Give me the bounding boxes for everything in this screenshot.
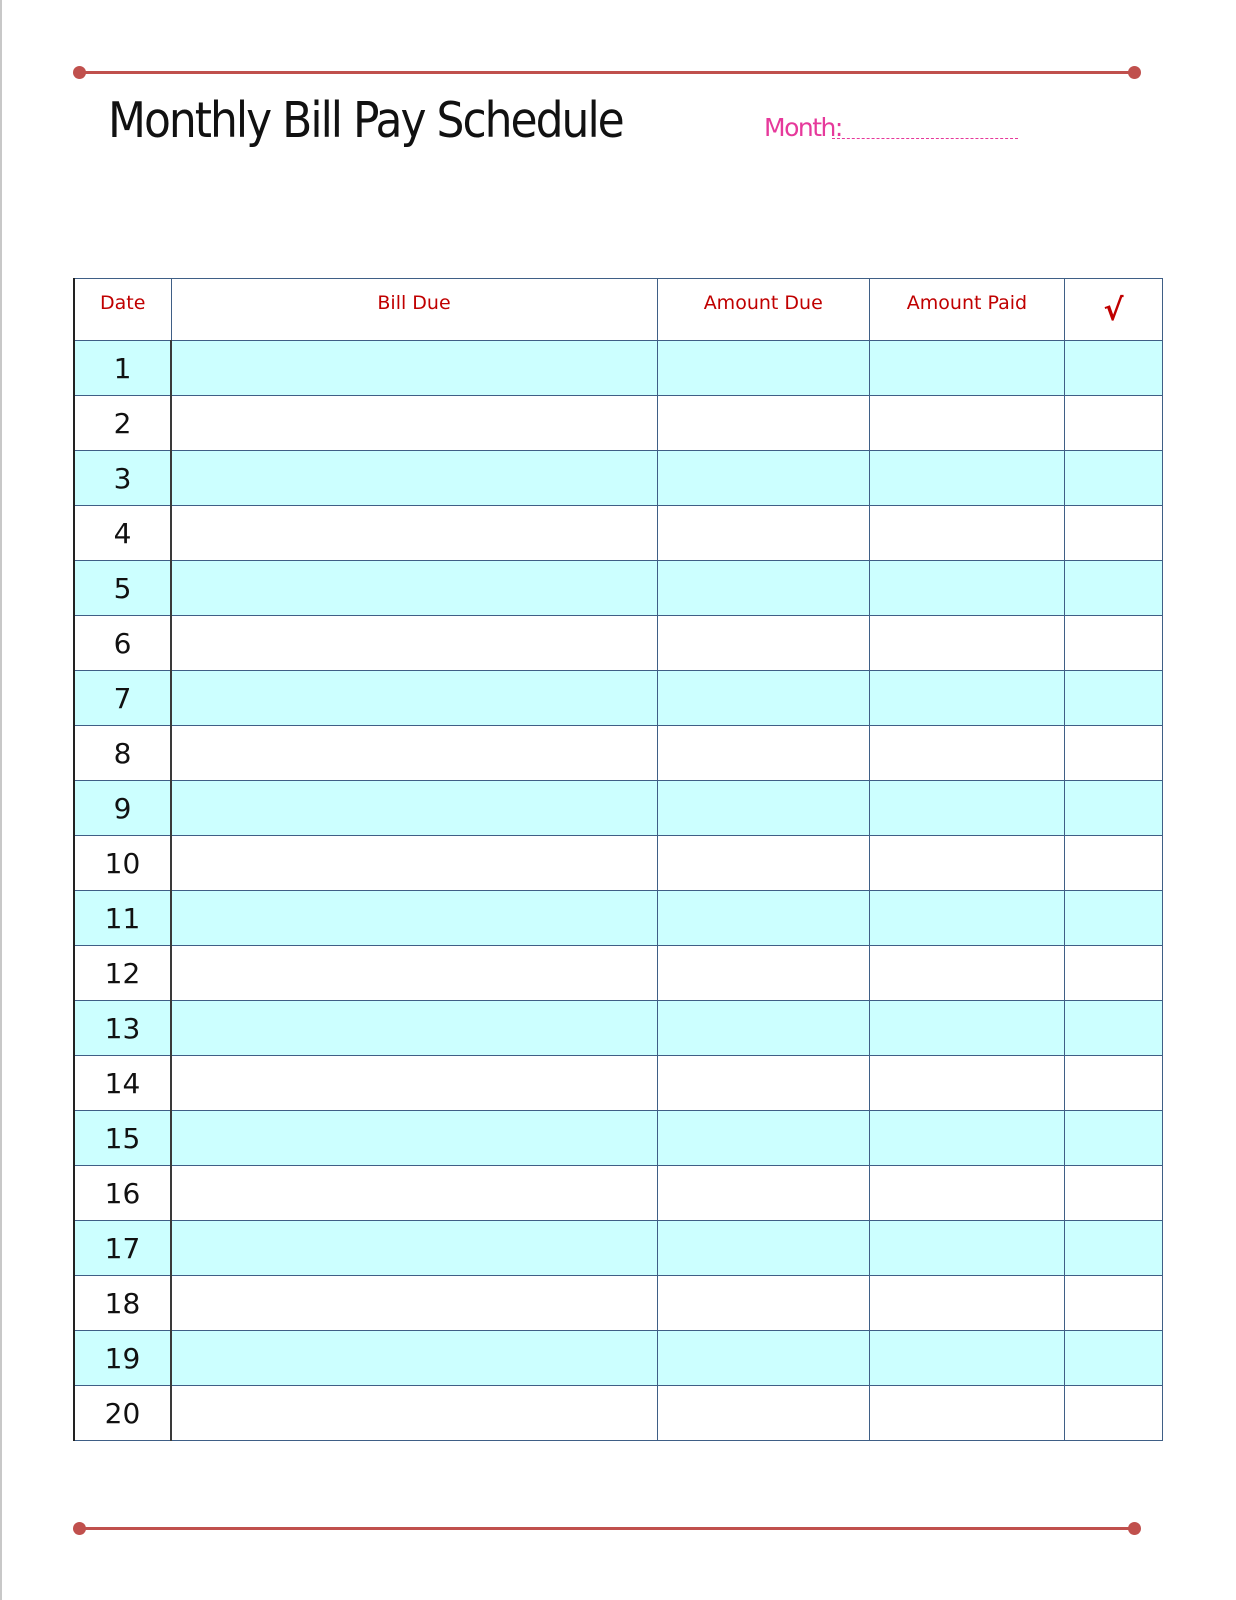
amount-paid-cell[interactable] bbox=[869, 341, 1064, 396]
table-row bbox=[74, 836, 1163, 891]
paid-check-cell[interactable] bbox=[1064, 341, 1162, 396]
date-cell: 4 bbox=[74, 506, 171, 561]
date-cell: 6 bbox=[74, 616, 171, 671]
amount-due-cell[interactable] bbox=[657, 891, 869, 946]
amount-paid-cell[interactable] bbox=[869, 1221, 1064, 1276]
amount-due-cell[interactable] bbox=[657, 1111, 869, 1166]
table-row bbox=[74, 561, 1163, 616]
paid-check-cell[interactable] bbox=[1064, 946, 1162, 1001]
amount-due-cell[interactable] bbox=[657, 1331, 869, 1386]
bill-due-cell[interactable] bbox=[171, 1166, 657, 1221]
amount-due-cell[interactable] bbox=[657, 616, 869, 671]
date-cell: 3 bbox=[74, 451, 171, 506]
bill-schedule-table bbox=[73, 278, 1163, 1441]
paid-check-cell[interactable] bbox=[1064, 451, 1162, 506]
amount-paid-cell[interactable] bbox=[869, 946, 1064, 1001]
paid-check-cell[interactable] bbox=[1064, 1386, 1162, 1441]
bill-due-cell[interactable] bbox=[171, 396, 657, 451]
month-field[interactable] bbox=[832, 138, 1018, 139]
bill-due-cell[interactable] bbox=[171, 1111, 657, 1166]
date-cell: 2 bbox=[74, 396, 171, 451]
paid-check-cell[interactable] bbox=[1064, 836, 1162, 891]
amount-paid-cell[interactable] bbox=[869, 396, 1064, 451]
date-cell: 20 bbox=[74, 1386, 171, 1441]
paid-check-cell[interactable] bbox=[1064, 1166, 1162, 1221]
table-row bbox=[74, 671, 1163, 726]
table-row bbox=[74, 891, 1163, 946]
bill-due-cell[interactable] bbox=[171, 726, 657, 781]
amount-paid-cell[interactable] bbox=[869, 1331, 1064, 1386]
amount-due-cell[interactable] bbox=[657, 671, 869, 726]
paid-check-cell[interactable] bbox=[1064, 726, 1162, 781]
column-header-amount-paid: Amount Paid bbox=[869, 279, 1064, 341]
table-row bbox=[74, 341, 1163, 396]
column-header-amount-due: Amount Due bbox=[657, 279, 869, 341]
table-row bbox=[74, 396, 1163, 451]
amount-paid-cell[interactable] bbox=[869, 1166, 1064, 1221]
amount-due-cell[interactable] bbox=[657, 506, 869, 561]
paid-check-cell[interactable] bbox=[1064, 396, 1162, 451]
date-cell: 14 bbox=[74, 1056, 171, 1111]
date-cell: 16 bbox=[74, 1166, 171, 1221]
table-row bbox=[74, 1166, 1163, 1221]
amount-due-cell[interactable] bbox=[657, 726, 869, 781]
date-cell: 10 bbox=[74, 836, 171, 891]
paid-check-cell[interactable] bbox=[1064, 1056, 1162, 1111]
bill-due-cell[interactable] bbox=[171, 1331, 657, 1386]
amount-paid-cell[interactable] bbox=[869, 671, 1064, 726]
paid-check-cell[interactable] bbox=[1064, 506, 1162, 561]
date-cell: 18 bbox=[74, 1276, 171, 1331]
amount-due-cell[interactable] bbox=[657, 396, 869, 451]
amount-paid-cell[interactable] bbox=[869, 616, 1064, 671]
bill-due-cell[interactable] bbox=[171, 1386, 657, 1441]
amount-due-cell[interactable] bbox=[657, 341, 869, 396]
amount-paid-cell[interactable] bbox=[869, 781, 1064, 836]
table-row bbox=[74, 1111, 1163, 1166]
bottom-divider-left-dot bbox=[73, 1522, 86, 1535]
amount-paid-cell[interactable] bbox=[869, 891, 1064, 946]
paid-check-cell[interactable] bbox=[1064, 671, 1162, 726]
table-row bbox=[74, 946, 1163, 1001]
table-row bbox=[74, 1331, 1163, 1386]
date-cell: 1 bbox=[74, 341, 171, 396]
column-header-paid-check: √ bbox=[1064, 279, 1162, 341]
top-divider bbox=[79, 71, 1135, 74]
table-row bbox=[74, 451, 1163, 506]
bill-due-cell[interactable] bbox=[171, 341, 657, 396]
amount-paid-cell[interactable] bbox=[869, 1386, 1064, 1441]
bottom-divider-right-dot bbox=[1128, 1522, 1141, 1535]
amount-paid-cell[interactable] bbox=[869, 1001, 1064, 1056]
bill-due-cell[interactable] bbox=[171, 616, 657, 671]
paid-check-cell[interactable] bbox=[1064, 1111, 1162, 1166]
date-cell: 19 bbox=[74, 1331, 171, 1386]
date-cell: 5 bbox=[74, 561, 171, 616]
amount-due-cell[interactable] bbox=[657, 1001, 869, 1056]
date-cell: 7 bbox=[74, 671, 171, 726]
amount-due-cell[interactable] bbox=[657, 561, 869, 616]
paid-check-cell[interactable] bbox=[1064, 616, 1162, 671]
amount-due-cell[interactable] bbox=[657, 1056, 869, 1111]
table-row bbox=[74, 1276, 1163, 1331]
bill-due-cell[interactable] bbox=[171, 836, 657, 891]
bill-due-cell[interactable] bbox=[171, 1221, 657, 1276]
paid-check-cell[interactable] bbox=[1064, 1001, 1162, 1056]
amount-paid-cell[interactable] bbox=[869, 1111, 1064, 1166]
table-header-row bbox=[74, 279, 1163, 341]
amount-due-cell[interactable] bbox=[657, 836, 869, 891]
bill-due-cell[interactable] bbox=[171, 781, 657, 836]
date-cell: 11 bbox=[74, 891, 171, 946]
table-row bbox=[74, 1056, 1163, 1111]
bill-due-cell[interactable] bbox=[171, 946, 657, 1001]
paid-check-cell[interactable] bbox=[1064, 1276, 1162, 1331]
table-row bbox=[74, 1001, 1163, 1056]
bill-due-cell[interactable] bbox=[171, 451, 657, 506]
paid-check-cell[interactable] bbox=[1064, 1221, 1162, 1276]
amount-due-cell[interactable] bbox=[657, 781, 869, 836]
date-cell: 8 bbox=[74, 726, 171, 781]
bill-due-cell[interactable] bbox=[171, 506, 657, 561]
amount-paid-cell[interactable] bbox=[869, 451, 1064, 506]
date-cell: 12 bbox=[74, 946, 171, 1001]
amount-due-cell[interactable] bbox=[657, 1386, 869, 1441]
bill-due-cell[interactable] bbox=[171, 1276, 657, 1331]
table-row bbox=[74, 781, 1163, 836]
paid-check-cell[interactable] bbox=[1064, 561, 1162, 616]
bill-due-cell[interactable] bbox=[171, 561, 657, 616]
amount-due-cell[interactable] bbox=[657, 1221, 869, 1276]
amount-paid-cell[interactable] bbox=[869, 726, 1064, 781]
table-row bbox=[74, 616, 1163, 671]
table-row bbox=[74, 1221, 1163, 1276]
amount-paid-cell[interactable] bbox=[869, 561, 1064, 616]
amount-due-cell[interactable] bbox=[657, 1166, 869, 1221]
amount-paid-cell[interactable] bbox=[869, 1276, 1064, 1331]
bill-due-cell[interactable] bbox=[171, 891, 657, 946]
paid-check-cell[interactable] bbox=[1064, 1331, 1162, 1386]
amount-due-cell[interactable] bbox=[657, 451, 869, 506]
table-row bbox=[74, 1386, 1163, 1441]
bill-due-cell[interactable] bbox=[171, 671, 657, 726]
top-divider-right-dot bbox=[1128, 66, 1141, 79]
bottom-divider bbox=[79, 1527, 1135, 1530]
date-cell: 13 bbox=[74, 1001, 171, 1056]
table-row bbox=[74, 726, 1163, 781]
column-header-bill-due: Bill Due bbox=[171, 279, 657, 341]
page-edge bbox=[0, 0, 2, 1600]
amount-paid-cell[interactable] bbox=[869, 836, 1064, 891]
column-header-date: Date bbox=[74, 279, 171, 341]
month-label: Month: bbox=[764, 113, 842, 142]
table-row bbox=[74, 506, 1163, 561]
date-cell: 9 bbox=[74, 781, 171, 836]
amount-paid-cell[interactable] bbox=[869, 1056, 1064, 1111]
paid-check-cell[interactable] bbox=[1064, 891, 1162, 946]
date-cell: 17 bbox=[74, 1221, 171, 1276]
paid-check-cell[interactable] bbox=[1064, 781, 1162, 836]
amount-due-cell[interactable] bbox=[657, 946, 869, 1001]
page-title: Monthly Bill Pay Schedule bbox=[108, 92, 623, 150]
top-divider-left-dot bbox=[73, 66, 86, 79]
bill-due-cell[interactable] bbox=[171, 1056, 657, 1111]
date-cell: 15 bbox=[74, 1111, 171, 1166]
amount-paid-cell[interactable] bbox=[869, 506, 1064, 561]
bill-due-cell[interactable] bbox=[171, 1001, 657, 1056]
amount-due-cell[interactable] bbox=[657, 1276, 869, 1331]
